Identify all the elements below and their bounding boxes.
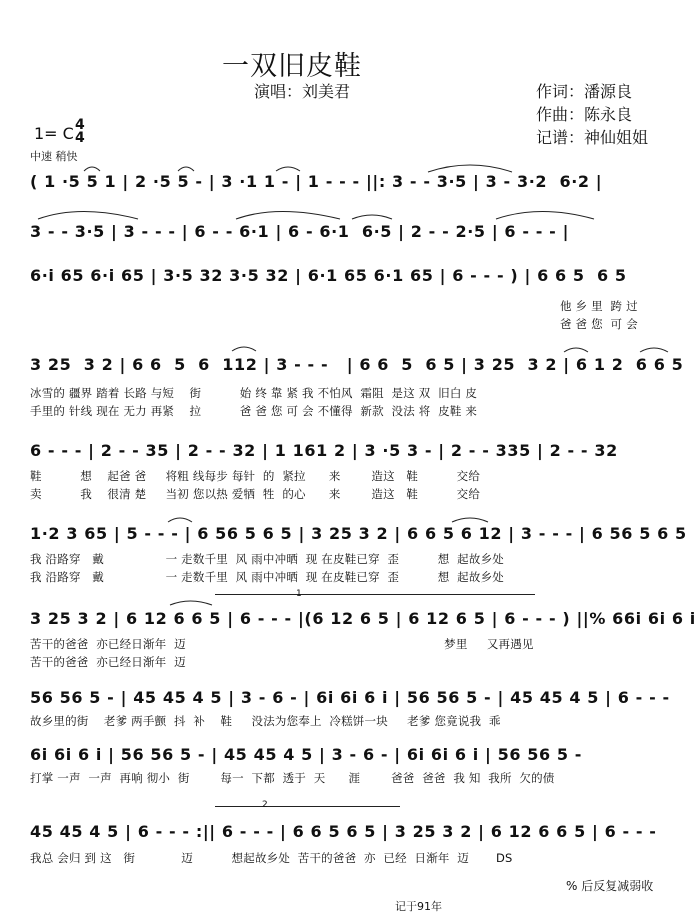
notation-line-7: 3 25 3 2 | 6 12 6 6 5 | 6 - - - |(6 12 6 5 | 6 12 6 5 | 6 - - - ) ||% 66i 6i 6 i [30, 609, 696, 628]
notation-line-3: 6·i 65 6·i 65 | 3·5 32 3·5 32 | 6·1 65 6·1 65 | 6 - - - ) | 6 6 5 6 5 [30, 266, 627, 285]
tempo-marking: 中速 稍快 [30, 150, 78, 163]
notation-line-4: 3 25 3 2 | 6 6 5 6 112 | 3 - - - | 6 6 5 6 5 | 3 25 3 2 | 6 1 2 6 6 5 [30, 355, 684, 374]
lyric-line-4a: 冰雪的 疆界 踏着 长路 与短 街 始 终 靠 紧 我 不怕风 霜阻 是这 双 旧白 皮 [30, 386, 478, 400]
volta-number-2: 2 [262, 800, 268, 810]
lyric-line-8a: 故乡里的街 老爹 两手颤 抖 补 鞋 没法为您奉上 冷糕饼一块 老爹 您竟说我 乖 [30, 714, 501, 728]
time-bottom: 4 [75, 130, 85, 146]
volta-number-1: 1 [296, 589, 302, 599]
lyric-line-7b: 苦干的爸爸 亦已经日渐年 迈 [30, 655, 186, 669]
lyric-line-4b: 手里的 针线 现在 无力 再紧 拉 爸 爸 您 可 会 不懂得 新款 没法 将 皮鞋 来 [30, 404, 478, 418]
lyric-line-10a: 我总 会归 到 这 街 迈 想起故乡处 苦干的爸爸 亦 已经 日渐年 迈 DS [30, 851, 513, 865]
lyric-line-3a: 他 乡 里 跨 过 [560, 299, 638, 313]
notation-line-9: 6i 6i 6 i | 56 56 5 - | 45 45 4 5 | 3 - 6 - | 6i 6i 6 i | 56 56 5 - [30, 745, 583, 764]
notation-line-10: 45 45 4 5 | 6 - - - :|| 6 - - - | 6 6 5 6 5 | 3 25 3 2 | 6 12 6 6 5 | 6 - - - [30, 822, 657, 841]
lyric-line-7a: 苦干的爸爸 亦已经日渐年 迈 梦里 又再遇见 [30, 637, 534, 651]
singer-credit: 演唱：刘美君 [254, 82, 351, 101]
song-title: 一双旧皮鞋 [222, 51, 362, 82]
time-top: 4 [75, 117, 85, 133]
notation-line-1: ( 1 ·5 5 1 | 2 ·5 5 - | 3 ·1 1 - | 1 - - - ||: 3 - - 3·5 | 3 - 3·2 6·2 | [30, 172, 603, 191]
repeat-instruction: % 后反复减弱收 [566, 879, 654, 893]
lyric-line-9a: 打掌 一声 一声 再响 彻小 街 每一 下都 透于 天 涯 爸爸 爸爸 我 知 我所 欠的债 [30, 771, 555, 785]
composer-credit: 作曲：陈永良 [536, 105, 633, 124]
key-signature: 1= C [34, 124, 74, 143]
lyric-line-5b: 卖 我 很清 楚 当初 您以热 爱牺 牲 的心 来 造这 鞋 交给 [30, 487, 481, 501]
lyric-line-6a: 我 沿路穿 戴 一 走数千里 风 雨中冲晒 现 在皮鞋已穿 歪 想 起故乡处 [30, 552, 504, 566]
lyric-line-5a: 鞋 想 起爸 爸 将粗 线每步 每针 的 紧拉 来 造这 鞋 交给 [30, 469, 481, 483]
lyric-line-6b: 我 沿路穿 戴 一 走数千里 风 雨中冲晒 现 在皮鞋已穿 歪 想 起故乡处 [30, 570, 504, 584]
notation-line-6: 1·2 3 65 | 5 - - - | 6 56 5 6 5 | 3 25 3 2 | 6 6 5 6 12 | 3 - - - | 6 56 5 6 5 [30, 524, 687, 543]
transcription-date: 记于91年 [395, 900, 442, 913]
lyricist-credit: 作词：潘源良 [536, 82, 633, 101]
lyric-line-3b: 爸 爸 您 可 会 [560, 317, 638, 331]
notation-line-8: 56 56 5 - | 45 45 4 5 | 3 - 6 - | 6i 6i 6 i | 56 56 5 - | 45 45 4 5 | 6 - - - [30, 688, 670, 707]
notation-line-5: 6 - - - | 2 - - 35 | 2 - - 32 | 1 161 2 | 3 ·5 3 - | 2 - - 335 | 2 - - 32 [30, 441, 618, 460]
notation-line-2: 3 - - 3·5 | 3 - - - | 6 - - 6·1 | 6 - 6·1 6·5 | 2 - - 2·5 | 6 - - - | [30, 222, 570, 241]
transcriber-credit: 记谱：神仙姐姐 [536, 128, 649, 147]
